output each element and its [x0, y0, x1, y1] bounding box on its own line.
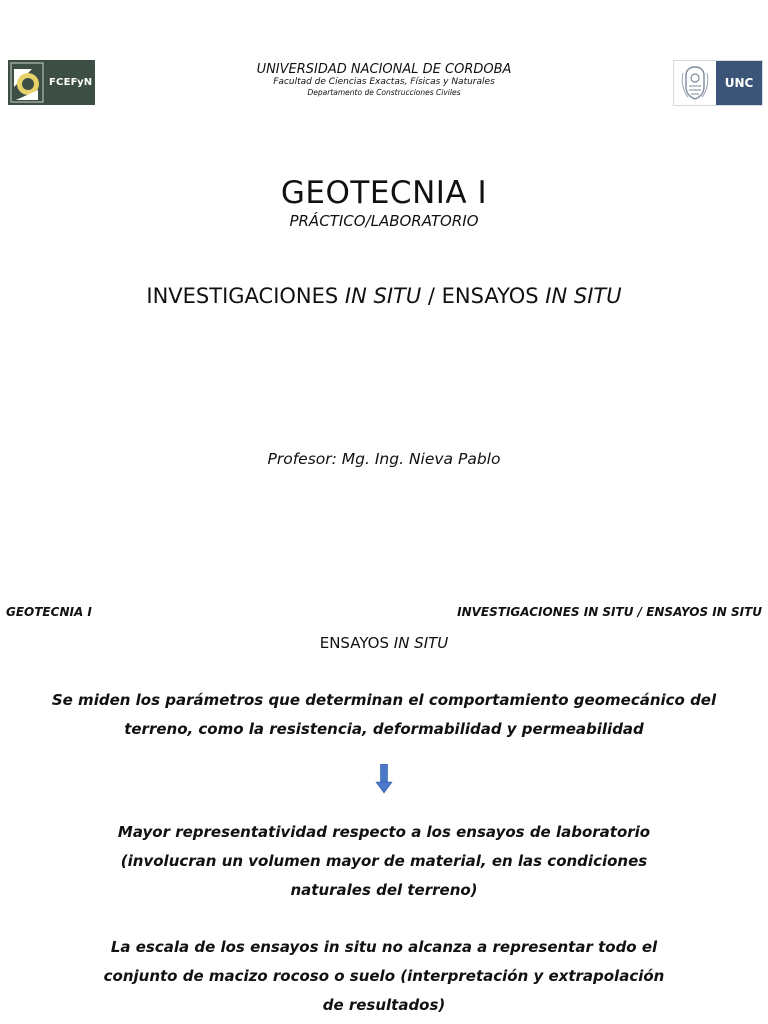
topic-italic-1: IN SITU: [344, 284, 422, 308]
professor-name: Profesor: Mg. Ing. Nieva Pablo: [267, 450, 501, 468]
paragraph-definition: Se miden los parámetros que determinan el comportamiento geomecánico del terreno, como la resistencia, deformabilidad y permeabilidad: [51, 691, 717, 738]
running-header-left: GEOTECNIA I: [6, 605, 92, 619]
section-title-italic: IN SITU: [393, 634, 449, 652]
down-arrow-icon: [375, 764, 393, 794]
university-name: UNIVERSIDAD NACIONAL DE CORDOBA: [256, 62, 512, 77]
topic-text-1: INVESTIGACIONES: [146, 284, 345, 308]
faculty-name: Facultad de Ciencias Exactas, Físicas y Naturales: [273, 77, 495, 87]
department-name: Departamento de Construcciones Civiles: [307, 88, 461, 97]
unc-crest-icon: [674, 61, 716, 105]
paragraph-scale: La escala de los ensayos in situ no alcanza a representar todo el conjunto de macizo rocoso o suelo (interpretación y extrapolación de resultados): [103, 938, 665, 1014]
section-title: [0, 634, 768, 652]
unc-logo: [673, 60, 763, 106]
topic-text-2: / ENSAYOS: [421, 284, 546, 308]
fcefyn-logo-text: FCEFyN: [49, 77, 93, 88]
section-title-text: ENSAYOS: [319, 634, 394, 652]
topic-heading: [0, 284, 768, 308]
topic-italic-2: IN SITU: [545, 284, 622, 308]
document-subtitle: PRÁCTICO/LABORATORIO: [289, 212, 479, 230]
running-header-right: INVESTIGACIONES IN SITU / ENSAYOS IN SITU: [457, 605, 762, 619]
unc-logo-text: UNC: [716, 61, 762, 105]
document-title: GEOTECNIA I: [280, 175, 488, 211]
paragraph-representativeness: Mayor representatividad respecto a los ensayos de laboratorio (involucran un volumen mayor de material, en las condiciones naturales del terreno): [117, 823, 651, 899]
